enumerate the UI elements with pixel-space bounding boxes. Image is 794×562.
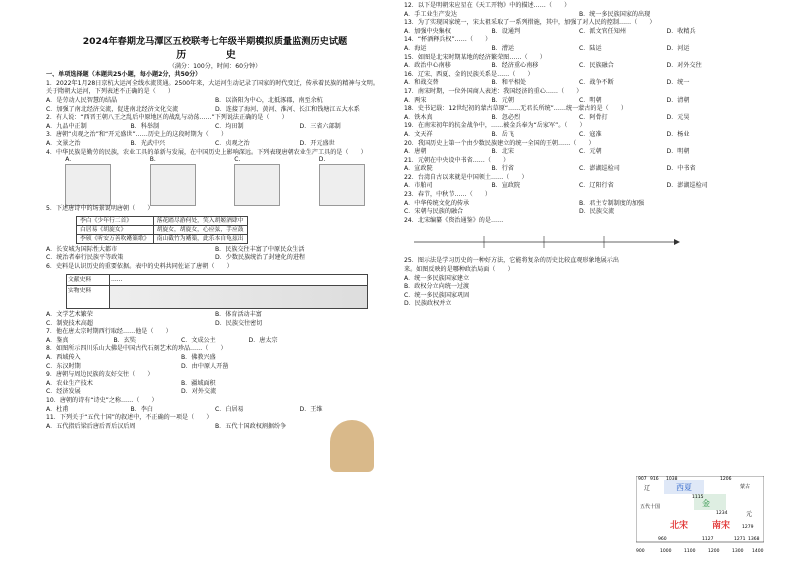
q9-options — [46, 380, 316, 397]
option: B．北宋 — [491, 148, 514, 156]
q4-images — [46, 155, 384, 203]
label-wudai: 五代十国 — [640, 504, 661, 510]
option: C．统一多民族国家巩固 — [404, 291, 470, 299]
option: B．佛教兴盛 — [181, 354, 216, 362]
option: C．白居易 — [215, 405, 244, 413]
question-20: 20．我国历史上第一个由少数民族建立的统一全国的王朝……（ ） — [404, 139, 595, 147]
label-mongol: 蒙古 — [740, 484, 751, 490]
option-image: D. — [319, 156, 365, 207]
option: C．贞观之治 — [215, 139, 250, 147]
question-24: 24．北宋编纂《资治通鉴》的是…… — [404, 216, 504, 224]
option: A．和战交替 — [404, 79, 439, 87]
option: B．元朝 — [491, 96, 514, 104]
question-4: 4．中华民族是勤劳的民族，农业工具的革新与发展，在中国历史上影响深远。下列表现唐朝农业生产工具的是（ ） — [46, 148, 367, 156]
option: A．文天祥 — [404, 130, 433, 138]
option: A．鉴真 — [46, 336, 69, 344]
option: C．宋朝与民族的融合 — [404, 208, 464, 216]
option: A．农业生产技术 — [46, 379, 93, 387]
q16-options — [404, 79, 754, 88]
option: A．长安城为国际性大都市 — [46, 245, 118, 253]
option: C．统治者奉行民族平等政策 — [46, 254, 124, 262]
q15-options — [404, 62, 754, 71]
svg-text:1038: 1038 — [666, 477, 678, 482]
option: C．派文官任知州 — [579, 27, 626, 35]
label-nansong: 南宋 — [712, 521, 731, 531]
option: A．中华传统文化的传承 — [404, 199, 470, 207]
option: D．澎湖巡检司 — [666, 182, 708, 190]
option: A．杜甫 — [46, 405, 69, 413]
svg-text:1271: 1271 — [734, 537, 746, 542]
option: D．少数民族统治了封建化的进程 — [215, 254, 306, 262]
poem-table — [76, 216, 248, 244]
label-liao: 辽 — [644, 485, 651, 492]
q23-options — [404, 200, 754, 217]
timeline-svg — [404, 228, 684, 254]
option: A．五代指后梁后唐后晋后汉后周 — [46, 422, 136, 430]
q17-options — [404, 97, 754, 106]
q20-options — [404, 148, 754, 157]
option: D．对外交流 — [181, 388, 217, 396]
svg-text:1115: 1115 — [692, 495, 704, 500]
option: A．是劳动人民智慧的结晶 — [46, 96, 118, 104]
q10-options — [46, 406, 384, 415]
q19-options — [404, 131, 754, 140]
option: B．李白 — [130, 405, 153, 413]
question-7: 7．他在唐太宗时期西行取经……他是（ ） — [46, 328, 172, 336]
question-8: 8．如图所示四川乐山大佛是中国古代石刻艺术的珍品……（ ） — [46, 345, 227, 353]
option: D．王维 — [299, 405, 323, 413]
option-image: A. — [65, 156, 111, 207]
svg-text:1400: 1400 — [752, 549, 764, 554]
option: A．加强中央集权 — [404, 27, 451, 35]
option: C．均田制 — [215, 122, 244, 130]
option-image: B. — [150, 156, 196, 207]
question-12: 12．以下是明朝宋应星在《天工开物》中的描述……（ ） — [404, 2, 571, 9]
question-23: 23．春节，中秋节……（ ） — [404, 191, 491, 199]
option: D．由中原人开凿 — [181, 362, 229, 370]
option: C．澎湖巡检司 — [579, 165, 620, 173]
option: A．九品中正制 — [46, 122, 87, 130]
table-row: 李颀《听安万善吹觱篥歌》 南山截竹为觱篥，此乐本自龟兹出 — [77, 234, 248, 243]
q1-options — [46, 97, 384, 114]
option: D．明朝 — [666, 148, 690, 156]
option: A．市舶司 — [404, 182, 433, 190]
option: B．宣政院 — [491, 182, 521, 190]
option: A．政治中心南移 — [404, 62, 451, 70]
option: C．加强了南北经济交流，促进南北经济文化交流 — [46, 105, 179, 113]
question-21: 21．元朝在中央设中书省……（ ） — [404, 156, 510, 164]
option-image: C. — [234, 156, 280, 207]
option: B．体育活动丰富 — [215, 311, 262, 319]
option: B．科举制 — [130, 122, 160, 130]
option: D．统一 — [666, 79, 690, 87]
option: B．统一多民族国家的出现 — [579, 10, 651, 18]
dynasty-chart — [636, 476, 764, 556]
question-6: 6．史料是认识历史的重要依据。表中的史料共同佐证了唐朝（ ） — [46, 262, 233, 270]
option: B．和平相处 — [491, 79, 527, 87]
option: B．设通判 — [491, 27, 521, 35]
svg-text:916: 916 — [650, 477, 659, 482]
option: C．明朝 — [579, 96, 602, 104]
svg-text:1206: 1206 — [720, 477, 732, 482]
option: B．忽必烈 — [491, 113, 521, 121]
svg-text:1368: 1368 — [748, 537, 760, 542]
q8-options — [46, 354, 316, 371]
curved-plow-picture — [234, 164, 280, 206]
option: A．铁木真 — [404, 113, 433, 121]
question-3: 3．唐朝“贞观之治”和“开元盛世”……历史上的这段时期为（ ） — [46, 131, 228, 139]
option: B．五代十国政权割据纷争 — [215, 422, 287, 430]
question-19: 19．在南宋初年的抗金战争中，……被金兵奉为“岳家军”。（ ） — [404, 122, 586, 130]
option: D．元昊 — [666, 113, 690, 121]
axis-labels — [636, 548, 764, 554]
option: C．民族融合 — [579, 62, 614, 70]
timeline-figure — [404, 228, 754, 254]
option: D．河运 — [666, 44, 690, 52]
option: C．陆运 — [579, 44, 602, 52]
q3-options — [46, 140, 384, 149]
q5-options — [46, 246, 384, 263]
option: C．东汉时期 — [46, 362, 81, 370]
question-22: 22．台湾自古以来就是中国领土……（ ） — [404, 173, 528, 181]
question-1: 1．2022年1月28日京杭大运河全线水流贯通。2500年来，大运河生动记录了国家的时代变迁，传承着民族的精神与文明。关于隋朝大运河，下列表述不正确的是（ ） — [46, 79, 379, 96]
option: C．制瓷技术高超 — [46, 319, 93, 327]
tang-figurines-picture — [110, 286, 367, 308]
q22-options — [404, 182, 754, 191]
table-row: 文献史料 …… — [67, 275, 367, 287]
option: C．辽阳行省 — [579, 182, 614, 190]
question-18: 18．史书记载：12世纪初的蒙古草原“……无君长所统”……统一蒙古的是（ ） — [404, 105, 627, 113]
question-15: 15．如图是北宋时期某地的经济繁荣图……（ ） — [404, 53, 546, 61]
svg-text:900: 900 — [636, 549, 645, 554]
option: C．元朝 — [579, 148, 602, 156]
option: C．寇准 — [579, 130, 602, 138]
option: B．岳飞 — [491, 130, 514, 138]
exam-title: 2024年春期龙马潭区五校联考七年级半期模拟质量监测历史试题 — [82, 36, 348, 47]
exam-note: （满分：100分，时间：60分钟） — [168, 62, 262, 70]
svg-text:907: 907 — [638, 477, 647, 482]
section-heading: 一、单项选择题（本题共25小题，每小题2分，共50分） — [46, 71, 202, 79]
option: B．漕运 — [491, 44, 514, 52]
svg-text:1000: 1000 — [660, 549, 672, 554]
option: A．西域传入 — [46, 354, 81, 362]
table-row: 李白《少年行二首》 落花踏尽游何处，笑入胡姬酒肆中 — [77, 216, 248, 225]
option: D．唐太宗 — [248, 336, 278, 344]
option: B．以洛阳为中心，北抵涿郡，南至余杭 — [215, 96, 323, 104]
q21-options — [404, 165, 754, 174]
option: D．三省六部制 — [299, 122, 341, 130]
left-column — [46, 20, 384, 431]
question-16: 16．辽宋、西夏、金的民族关系是……（ ） — [404, 70, 534, 78]
option: D．连接了海河、黄河、淮河、长江和钱塘江五大水系 — [215, 105, 360, 113]
right-column — [404, 2, 754, 309]
q25-options — [404, 275, 624, 309]
option: D．民族交往密切 — [215, 319, 263, 327]
option: A．手工业生产发达 — [404, 10, 457, 18]
option: A．统一多民族国家建立 — [404, 274, 470, 282]
q6-options — [46, 311, 384, 328]
subject-title: 历 史 — [176, 50, 254, 61]
option: D．收精兵 — [666, 27, 696, 35]
option: D．中书省 — [666, 165, 696, 173]
label-xixia: 西夏 — [676, 483, 692, 492]
option: A．宣政院 — [404, 165, 433, 173]
option: D．杨业 — [666, 130, 690, 138]
option: A．文景之治 — [46, 139, 81, 147]
question-14: 14．“杯酒释兵权”……（ ） — [404, 36, 492, 44]
label-yuan: 元 — [746, 511, 753, 518]
waterwheel-picture — [319, 164, 365, 206]
svg-text:1127: 1127 — [702, 537, 714, 542]
option: C．经济发展 — [46, 388, 81, 396]
question-11: 11．下列关于“五代十国”的叙述中，不正确的一项是（ ） — [46, 414, 213, 422]
table-row: 白居易《胡旋女》 胡旋女，胡旋女，心应弦，手应鼓 — [77, 225, 248, 234]
option: A．海运 — [404, 44, 427, 52]
option: D．民族交流 — [579, 208, 615, 216]
option: B．行省 — [491, 165, 514, 173]
option: B．君主专制制度的加强 — [579, 199, 645, 207]
svg-text:1300: 1300 — [732, 549, 744, 554]
option: C．阿骨打 — [579, 113, 608, 121]
farming-picture — [150, 164, 196, 206]
svg-text:1234: 1234 — [716, 511, 728, 516]
question-9: 9．唐朝与周边民族的友好交往（ ） — [46, 371, 154, 379]
svg-text:1100: 1100 — [684, 549, 696, 554]
option: D．开元盛世 — [299, 139, 335, 147]
option: B．民族交往丰富了中原民众生活 — [215, 245, 305, 253]
table-row: 实物史料 — [67, 286, 367, 308]
option: B．疆域面积 — [181, 379, 216, 387]
source-table — [66, 274, 368, 310]
option: B．光武中兴 — [130, 139, 166, 147]
option: D．民族政权并立 — [404, 300, 452, 308]
option: C．文成公主 — [181, 336, 216, 344]
label-jin: 金 — [702, 499, 710, 508]
plow-picture — [65, 164, 111, 206]
option: B．政权分立向统一过渡 — [404, 283, 470, 291]
option: B．玄奘 — [113, 336, 136, 344]
label-beisong: 北宋 — [670, 521, 689, 531]
question-2: 2．有人说：“西晋王朝八王之乱后中原地区的战乱与动荡……”下列说法正确的是（ ） — [46, 114, 288, 122]
option: B．经济重心南移 — [491, 62, 539, 70]
svg-text:960: 960 — [658, 537, 667, 542]
svg-text:1279: 1279 — [742, 525, 754, 530]
leshan-buddha-picture — [330, 420, 374, 472]
option: A．唐朝 — [404, 148, 427, 156]
question-17: 17．南宋时期，一位外国商人表述：我国经济的重心……（ ） — [404, 87, 583, 95]
question-5: 5．下述唐诗中的场景说明唐朝（ ） — [46, 205, 154, 213]
svg-text:1200: 1200 — [708, 549, 720, 554]
option: C．战争不断 — [579, 79, 614, 87]
q14-options — [404, 45, 754, 54]
option: A．文学艺术繁荣 — [46, 311, 93, 319]
q12-options — [404, 11, 754, 20]
option: D．对外交往 — [666, 62, 702, 70]
option: D．清朝 — [666, 96, 690, 104]
question-13: 13．为了实现国家统一，宋太祖采取了一系列措施，其中，加强了对人民的控制……（ ） — [404, 19, 656, 27]
question-25: 25．图示法是学习历史的一种好方法，它能将复杂的历史比较直观形象地展示出来。如图反映的是哪种政治局面（ ） — [404, 257, 619, 274]
question-10: 10．唐朝的诗有“诗史”之称……（ ） — [46, 397, 158, 405]
option: A．两宋 — [404, 96, 427, 104]
